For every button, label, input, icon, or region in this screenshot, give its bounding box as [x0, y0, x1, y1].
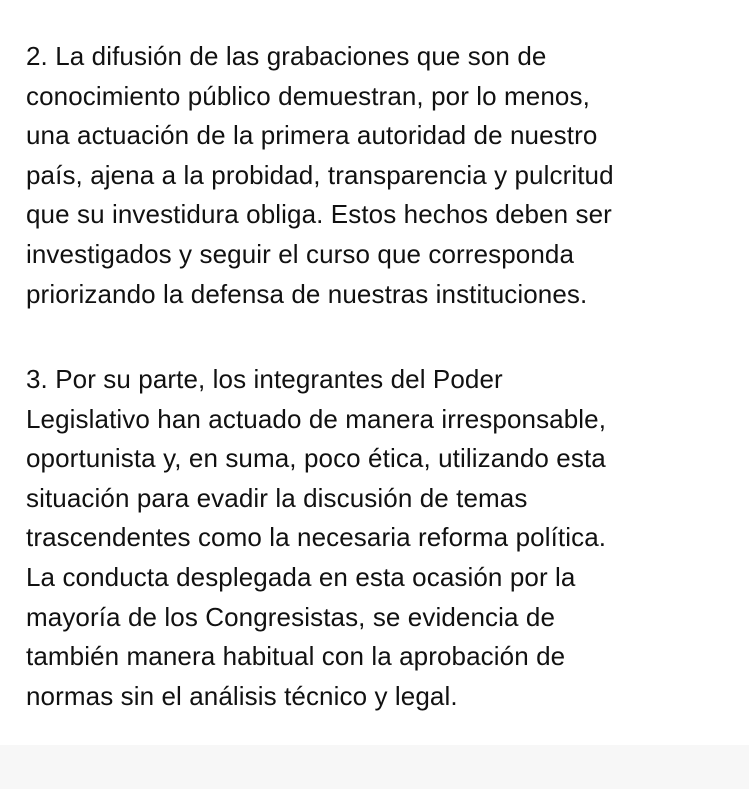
text-line: país, ajena a la probidad, transparencia y pulcritud — [26, 159, 614, 190]
text-line: La conducta desplegada en esta ocasión por la — [26, 561, 576, 592]
text-line: también manera habitual con la aprobación de — [26, 641, 566, 672]
text-line: conocimiento público demuestran, por lo menos, — [26, 80, 590, 111]
footer-strip — [0, 745, 749, 789]
paragraph-2 — [26, 37, 614, 314]
text-line: 3. Por su parte, los integrantes del Poder — [26, 364, 503, 394]
text-line: normas sin el análisis técnico y legal. — [26, 680, 458, 711]
text-line: Legislativo han actuado de manera irresponsable, — [26, 403, 607, 434]
text-line: mayoría de los Congresistas, se evidencia de — [26, 601, 556, 632]
text-line: situación para evadir la discusión de temas — [26, 482, 528, 513]
text-line: una actuación de la primera autoridad de nuestro — [26, 120, 598, 151]
text-line: oportunista y, en suma, poco ética, utilizando esta — [26, 443, 606, 474]
text-line: trascendentes como la necesaria reforma política. — [26, 522, 607, 553]
paragraph-3 — [26, 360, 606, 716]
text-line: que su investidura obliga. Estos hechos deben ser — [26, 199, 612, 230]
text-line: investigados y seguir el curso que corresponda — [26, 238, 575, 269]
text-line: priorizando la defensa de nuestras instituciones. — [26, 278, 588, 309]
text-line: 2. La difusión de las grabaciones que son de — [26, 41, 547, 71]
